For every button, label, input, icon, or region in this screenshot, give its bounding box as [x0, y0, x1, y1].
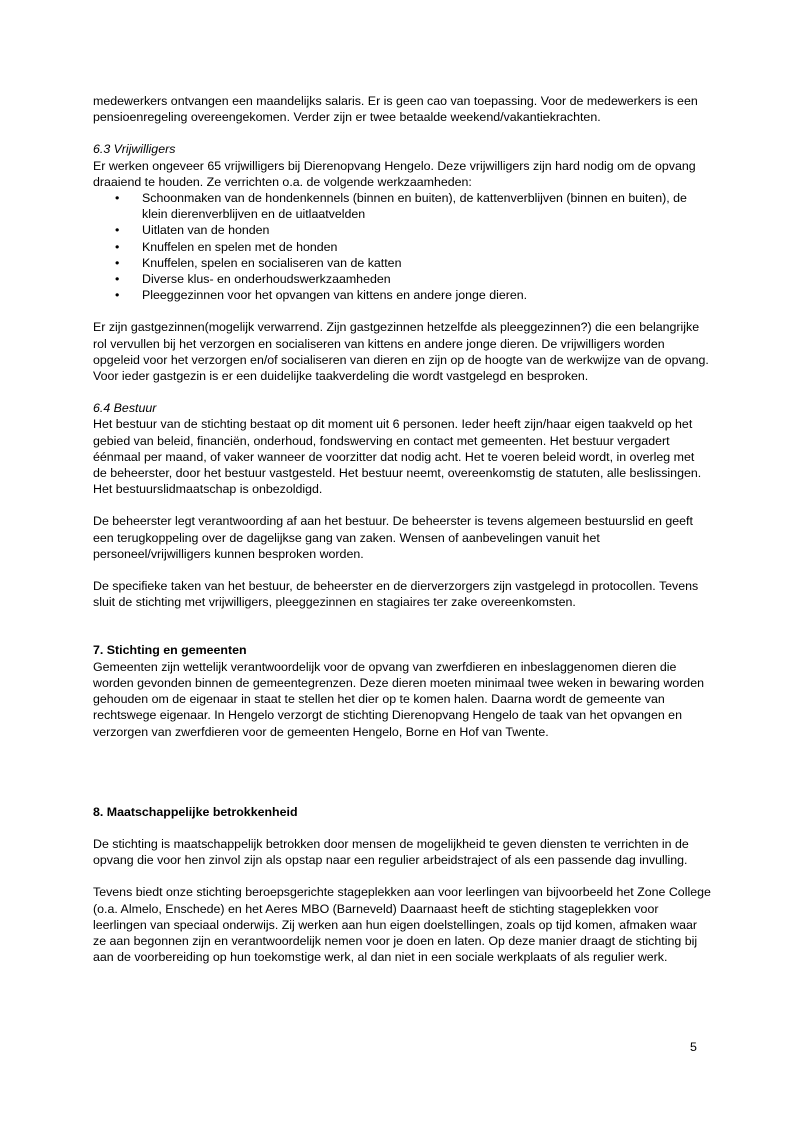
- bullet-icon: •: [115, 239, 120, 254]
- section-8-paragraph-1: De stichting is maatschappelijk betrokken door mensen de mogelijkheid te geven diensten te verrichten in de opvang die voor hen zinvol zijn als opstap naar een regulier arbeidstraject of als een passende dag invulling.: [93, 836, 689, 868]
- section-6-4-heading: 6.4 Bestuur: [93, 401, 157, 416]
- bullet-icon: •: [115, 255, 120, 270]
- section-6-3-paragraph-2: Er zijn gastgezinnen(mogelijk verwarrend. Zijn gastgezinnen hetzelfde als pleeggezinnen?) die een belangrijke rol vervullen bij het verzorgen en socialiseren van kittens en andere jonge dieren. De vrijwilligers worden opgeleid voor het verzorgen en/of socialiseren van dieren en zijn op de hoogte van de werkwijze van de opvang. Voor ieder gastgezin is er een duidelijke taakverdeling die wordt vastgelegd en besproken.: [93, 320, 709, 384]
- document-page: [93, 93, 711, 965]
- section-6-4-paragraph-3: De specifieke taken van het bestuur, de beheerster en de dierverzorgers zijn vastgelegd in protocollen. Tevens sluit de stichting met vrijwilligers, pleeggezinnen en stagiaires ter zake overeenkomsten.: [93, 579, 699, 610]
- volunteer-task-list: [93, 190, 711, 303]
- intro-paragraph: medewerkers ontvangen een maandelijks salaris. Er is geen cao van toepassing. Voor de medewerkers is een pensioenregeling overeengekomen. Verder zijn er twee betaalde weekend/vakantiekrachten.: [93, 94, 698, 125]
- list-item: • Knuffelen en spelen met de honden: [115, 239, 338, 254]
- page-number: 5: [690, 1040, 697, 1054]
- section-6-4-paragraph-2: De beheerster legt verantwoording af aan het bestuur. De beheerster is tevens algemeen bestuurslid en geeft een terugkoppeling over de dagelijkse gang van zaken. Wensen of aanbevelingen vanuit het personeel/vrijwilligers kunnen besproken worden.: [93, 514, 693, 561]
- section-6-4-paragraph-1: Het bestuur van de stichting bestaat op dit moment uit 6 personen. Ieder heeft zijn/haar eigen taakveld op het gebied van beleid, financiën, onderhoud, fondswerving en contact met gemeenten. Het bestuur vergadert éénmaal per maand, of vaker wanneer de voorzitter dat nodig acht. Het te voeren beleid wordt, in overleg met de beheerster, door het bestuur vastgesteld. Het bestuur neemt, overeenkomstig de statuten, alle beslissingen. Het bestuurslidmaatschap is onbezoldigd.: [93, 417, 702, 497]
- list-item: • Knuffelen, spelen en socialiseren van de katten: [115, 255, 402, 270]
- section-7-paragraph: Gemeenten zijn wettelijk verantwoordelijk voor de opvang van zwerfdieren en inbeslaggenomen dieren die worden gevonden binnen de gemeentegrenzen. Deze dieren moeten minimaal twee weken in bewaring worden gehouden om de eigenaar in staat te stellen het dier op te komen halen. Daarna wordt de gemeente van rechtswege eigenaar. In Hengelo verzorgt de stichting Dierenopvang Hengelo de taak van het opvangen en verzorgen van zwerfdieren voor de gemeenten Hengelo, Borne en Hof van Twente.: [93, 659, 704, 739]
- bullet-icon: •: [115, 191, 120, 206]
- section-7-heading: 7. Stichting en gemeenten: [93, 643, 247, 658]
- section-8-heading: 8. Maatschappelijke betrokkenheid: [93, 804, 298, 819]
- list-item: • Uitlaten van de honden: [115, 223, 270, 238]
- list-item: • Schoonmaken van de hondenkennels (binnen en buiten), de kattenverblijven (binnen en buiten), de klein dierenverblijven en de uitlaatvelden: [115, 191, 687, 222]
- section-6-3-intro: Er werken ongeveer 65 vrijwilligers bij Dierenopvang Hengelo. Deze vrijwilligers zijn hard nodig om de opvang draaiend te houden. Ze verrichten o.a. de volgende werkzaamheden:: [93, 158, 696, 189]
- section-8-paragraph-2: Tevens biedt onze stichting beroepsgerichte stageplekken aan voor leerlingen van bijvoorbeeld het Zone College (o.a. Almelo, Enschede) en het Aeres MBO (Barneveld) Daarnaast heeft de stichting stageplekken voor leerlingen van speciaal onderwijs. Zij werken aan hun eigen doelstellingen, zoals op tijd komen, afmaken waar ze aan begonnen zijn en verantwoordelijk nemen voor je doen en laten. Op deze manier draagt de stichting bij aan de voorbereiding op hun toekomstige werk, al dan niet in een sociale werkplaats of als regulier werk.: [93, 885, 711, 965]
- list-item: • Pleeggezinnen voor het opvangen van kittens en andere jonge dieren.: [115, 288, 528, 303]
- bullet-icon: •: [115, 223, 120, 238]
- bullet-icon: •: [115, 288, 120, 303]
- bullet-icon: •: [115, 272, 120, 287]
- list-item: • Diverse klus- en onderhoudswerkzaamheden: [115, 272, 391, 287]
- section-6-3-heading: 6.3 Vrijwilligers: [93, 142, 176, 157]
